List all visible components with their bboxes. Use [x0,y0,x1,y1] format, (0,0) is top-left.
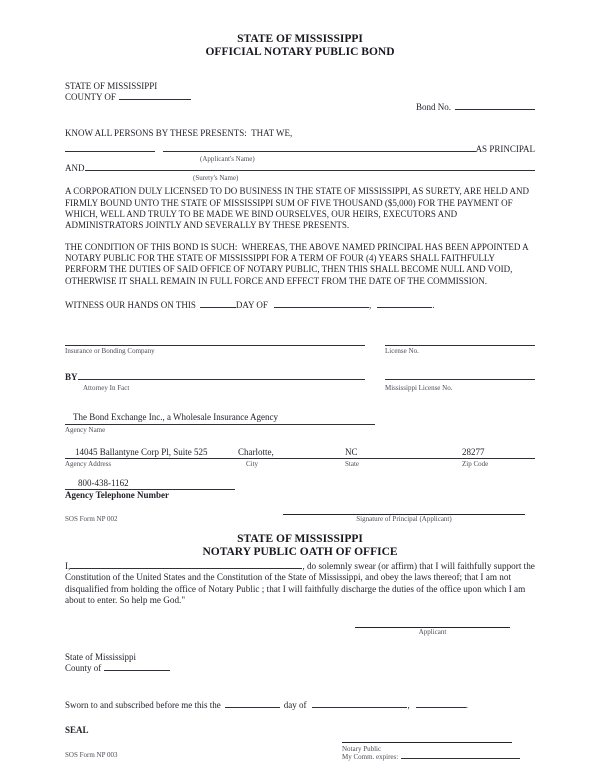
oath-county-label: County of [65,662,102,673]
bond-title [65,33,535,59]
principal-signature-block [283,514,525,523]
by-msl-lines [65,371,535,383]
notary-signature-block [342,742,520,761]
agency-phone-label: Agency Telephone Number [65,490,170,501]
principal-blank-2 [163,144,476,152]
insurance-company-blank [65,337,365,346]
sworn-period: . [465,700,468,711]
city-label: City [246,460,259,469]
agency-phone-value: 800-438-1162 [65,478,235,490]
condition-paragraph: THE CONDITION OF THIS BOND IS SUCH: WHEREAS, THE ABOVE NAMED PRINCIPAL HAS BEEN APPOINTED A NOTARY PUBLIC FOR THE STATE OF MISSISSIPPI FOR A TERM OF FOUR (4) YEARS SHALL FAITHFULLY PERFORM THE DUTIES OF SAID OFFICE OF NOTARY PUBLIC, THEN THIS SHALL BECOME NULL AND VOID, OTHERWISE IT SHALL REMAIN IN FULL FORCE AND EFFECT FROM THE DATE OF THE COMMISSION. [65,241,531,286]
witness-year-blank [377,299,435,310]
county-line [65,92,191,103]
sworn-month-blank [312,700,410,711]
agency-address-label: Agency Address [65,460,112,469]
oath-name-blank [70,561,302,569]
city-value: Charlotte, [238,447,345,459]
surety-name-caption: (Surety's Name) [193,174,239,183]
oath-form-number: SOS Form NP 003 [65,750,118,759]
zip-value: 28277 [462,447,535,459]
bond-no-blank [455,102,535,110]
witness-period: . [432,299,435,310]
county-blank [119,92,191,100]
oath-state-county-block [65,652,535,675]
witness-month-blank [274,299,372,310]
comm-expires-label: My Comm. expires: [342,752,399,761]
witness-dayof-label: DAY OF [235,299,268,310]
seal-label: SEAL [65,724,89,735]
agency-address-labels [65,460,535,468]
agency-address-value: 14045 Ballantyne Corp Pl, Suite 525 [65,447,238,459]
surety-line-row [65,163,535,174]
by-label: BY [65,372,78,383]
sworn-prefix: Sworn to and subscribed before me this the [65,700,221,711]
witness-prefix: WITNESS OUR HANDS ON THIS [65,299,196,310]
applicant-name-caption: (Applicant's Name) [200,155,255,164]
bond-title-line2: OFFICIAL NOTARY PUBLIC BOND [205,46,395,58]
applicant-signature-label: Applicant [418,627,447,636]
oath-title-line1: STATE OF MISSISSIPPI [237,532,363,545]
principal-line-row [65,144,535,155]
opening-clause: KNOW ALL PERSONS BY THESE PRESENTS: THAT WE, [65,127,293,138]
and-label: AND [65,163,85,174]
ms-license-label: Mississippi License No. [385,384,453,393]
bond-form-number: SOS Form NP 002 [65,514,118,523]
attorney-in-fact-label: Attorney In Fact [83,384,130,393]
bond-title-line1: STATE OF MISSISSIPPI [237,33,363,45]
bond-footer-row [65,514,535,523]
oath-county-blank [104,663,170,671]
state-label: STATE OF MISSISSIPPI [65,81,158,91]
bond-no-label: Bond No. [415,102,451,113]
comm-expires-blank [401,753,520,759]
zip-label: Zip Code [462,460,489,469]
oath-title [65,533,535,559]
attorney-blank [78,372,365,380]
sworn-dayof-label: day of [283,700,307,711]
agency-name-value: The Bond Exchange Inc., a Wholesale Insurance Agency [65,412,375,424]
state-value: NC [345,447,462,459]
ms-license-blank [385,371,535,380]
county-label: COUNTY OF [65,92,116,103]
applicant-signature-block [355,627,510,636]
surety-blank [85,163,536,171]
surety-paragraph: A CORPORATION DULY LICENSED TO DO BUSINESS IN THE STATE OF MISSISSIPPI, AS SURETY, ARE HELD AND FIRMLY BOUND UNTO THE STATE OF MISSISSIPPI SUM OF FIVE THOUSAND ($5,000) FOR THE PAYMENT OF WHICH, WELL AND TRULY TO BE MADE WE BIND OURSELVES, OUR HEIRS, EXECUTORS AND ADMINISTRATORS JOINTLY AND SEVERALLY BY THESE PRESENTS. [65,186,532,231]
principal-signature-label: Signature of Principal (Applicant) [356,514,452,523]
insurance-company-label: Insurance or Bonding Company [65,347,155,356]
bond-no-block [416,102,535,113]
sworn-year-blank [416,700,468,711]
oath-state-label: State of Mississippi [65,651,137,662]
witness-day-blank [200,300,236,308]
agency-address-row [65,447,535,459]
state-county-block [65,81,191,104]
state-label-caption: State [345,460,359,469]
as-principal-label: AS PRINCIPAL [475,143,535,154]
by-line [65,372,365,383]
oath-paragraph [65,561,535,607]
agency-name-label: Agency Name [65,425,106,434]
oath-county-line [65,663,535,674]
insurance-license-lines [65,337,535,346]
sworn-line [65,700,535,711]
witness-line [65,300,535,311]
insurance-license-labels [65,347,535,355]
by-msl-labels [65,384,535,392]
oath-title-line2: NOTARY PUBLIC OATH OF OFFICE [202,545,398,558]
sworn-day-blank [225,700,280,708]
notary-signature-line [342,742,512,743]
oath-i-label: I, [65,560,71,571]
license-no-blank [385,337,535,346]
notary-public-label: Notary Public [342,744,382,753]
witness-comma: , [368,299,372,310]
principal-blank-1 [65,144,155,152]
sworn-comma: , [407,700,410,711]
state-county-bondno-row [65,81,535,113]
comm-expires-line [342,753,520,761]
oath-footer-row [65,742,535,761]
license-no-label: License No. [385,347,419,356]
oath-body-text: , do solemnly swear (or affirm) that I will faithfully support the Constitution of the United States and the Constitution of the State of Mississippi, and obey the laws thereof; that I am not disqualified from holding the office of Notary Public ; that I will faithfully discharge the duties of the office upon which I am about to enter. So help me God." [65,560,535,606]
